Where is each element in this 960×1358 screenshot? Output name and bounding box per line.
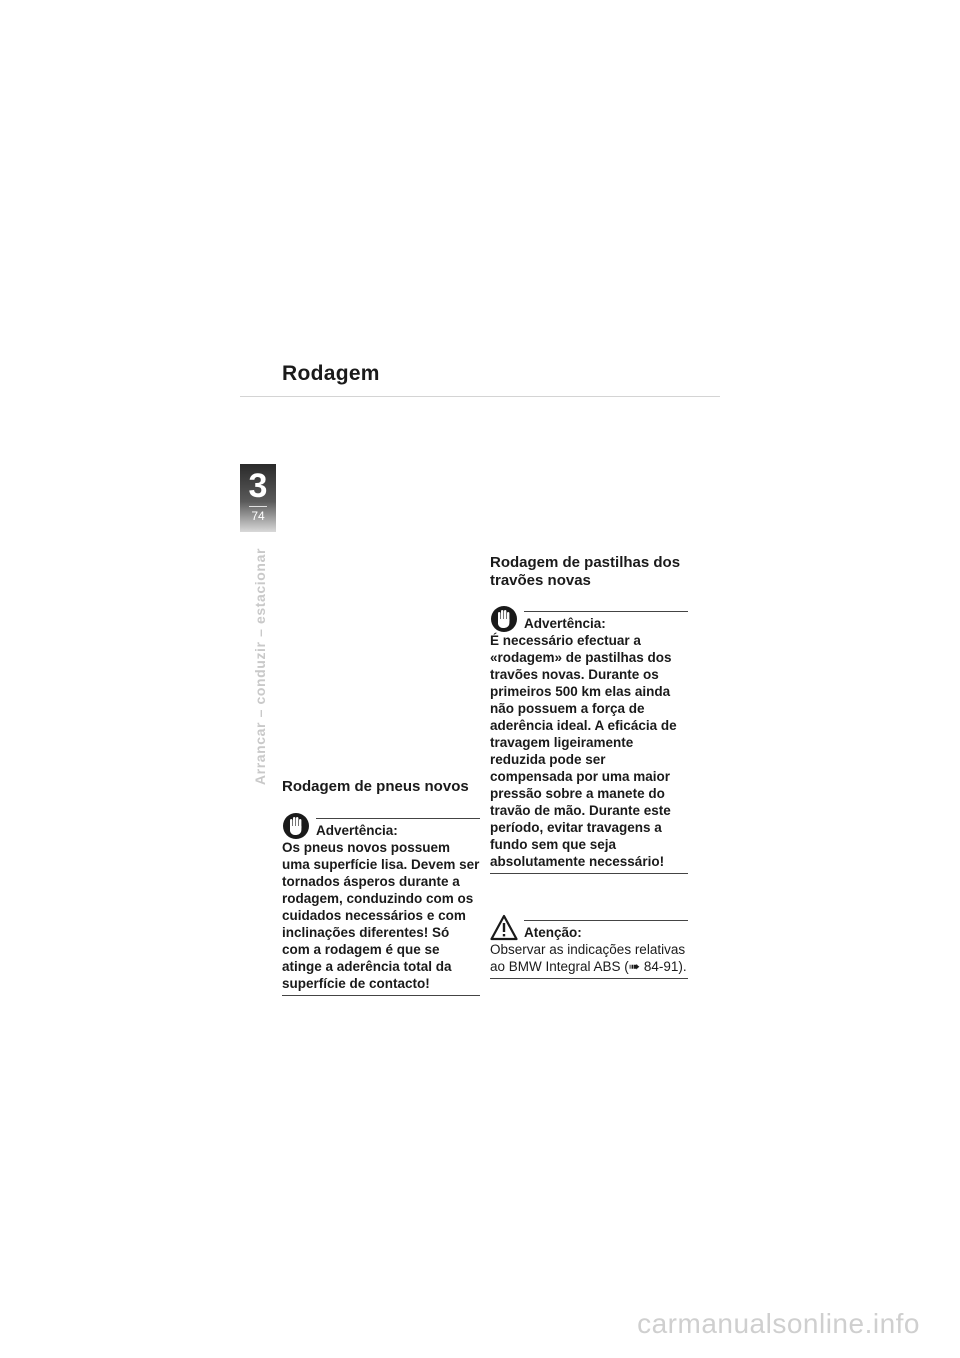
warning-label: Advertência:	[524, 616, 606, 631]
warning-bottom-rule	[490, 873, 688, 874]
warning-body: É necessário efectuar a «rodagem» de pastilhas dos travões novas. Durante os primeiros 500 km elas ainda não possuem a força de aderência ideal. A eficácia de travagem ligeiramente reduzida pode ser compensada por uma maior pressão sobre a manete do travão de mão. Durante este período, evitar travagens a fundo sem que seja absolutamente necessário!	[490, 633, 677, 869]
left-section	[282, 778, 480, 796]
hand-stop-icon	[490, 605, 518, 633]
warning-body: Os pneus novos possuem uma superfície lisa. Devem ser tornados ásperos durante a rodagem, conduzindo com os cuidados necessários e com inclinações diferentes! Só com a rodagem é que se atinge a aderência total da superfície de contacto!	[282, 840, 480, 991]
warning-bottom-rule	[282, 995, 480, 996]
warning-label: Advertência:	[316, 823, 398, 838]
warning-top-rule	[524, 611, 688, 612]
chapter-tab	[240, 464, 276, 532]
warning-triangle-icon	[490, 914, 518, 942]
left-heading: Rodagem de pneus novos	[282, 778, 469, 795]
chapter-divider	[249, 506, 267, 507]
hand-stop-icon	[282, 812, 310, 840]
attention-body: Observar as indicações relativas ao BMW Integral ABS (➠ 84-91).	[490, 942, 687, 974]
page-title: Rodagem	[282, 362, 380, 385]
section-side-label: Arrancar – conduzir – estacionar	[252, 548, 268, 786]
watermark: carmanualsonline.info	[637, 1308, 920, 1339]
attention-bottom-rule	[490, 978, 688, 979]
page-number: 74	[251, 509, 265, 523]
attention-top-rule	[524, 920, 688, 921]
attention-label: Atenção:	[524, 925, 582, 940]
chapter-number: 3	[248, 467, 268, 505]
right-heading: Rodagem de pastilhas dos travões novas	[490, 554, 681, 589]
warning-top-rule	[316, 818, 480, 819]
title-divider	[240, 396, 720, 397]
right-section	[490, 554, 688, 590]
